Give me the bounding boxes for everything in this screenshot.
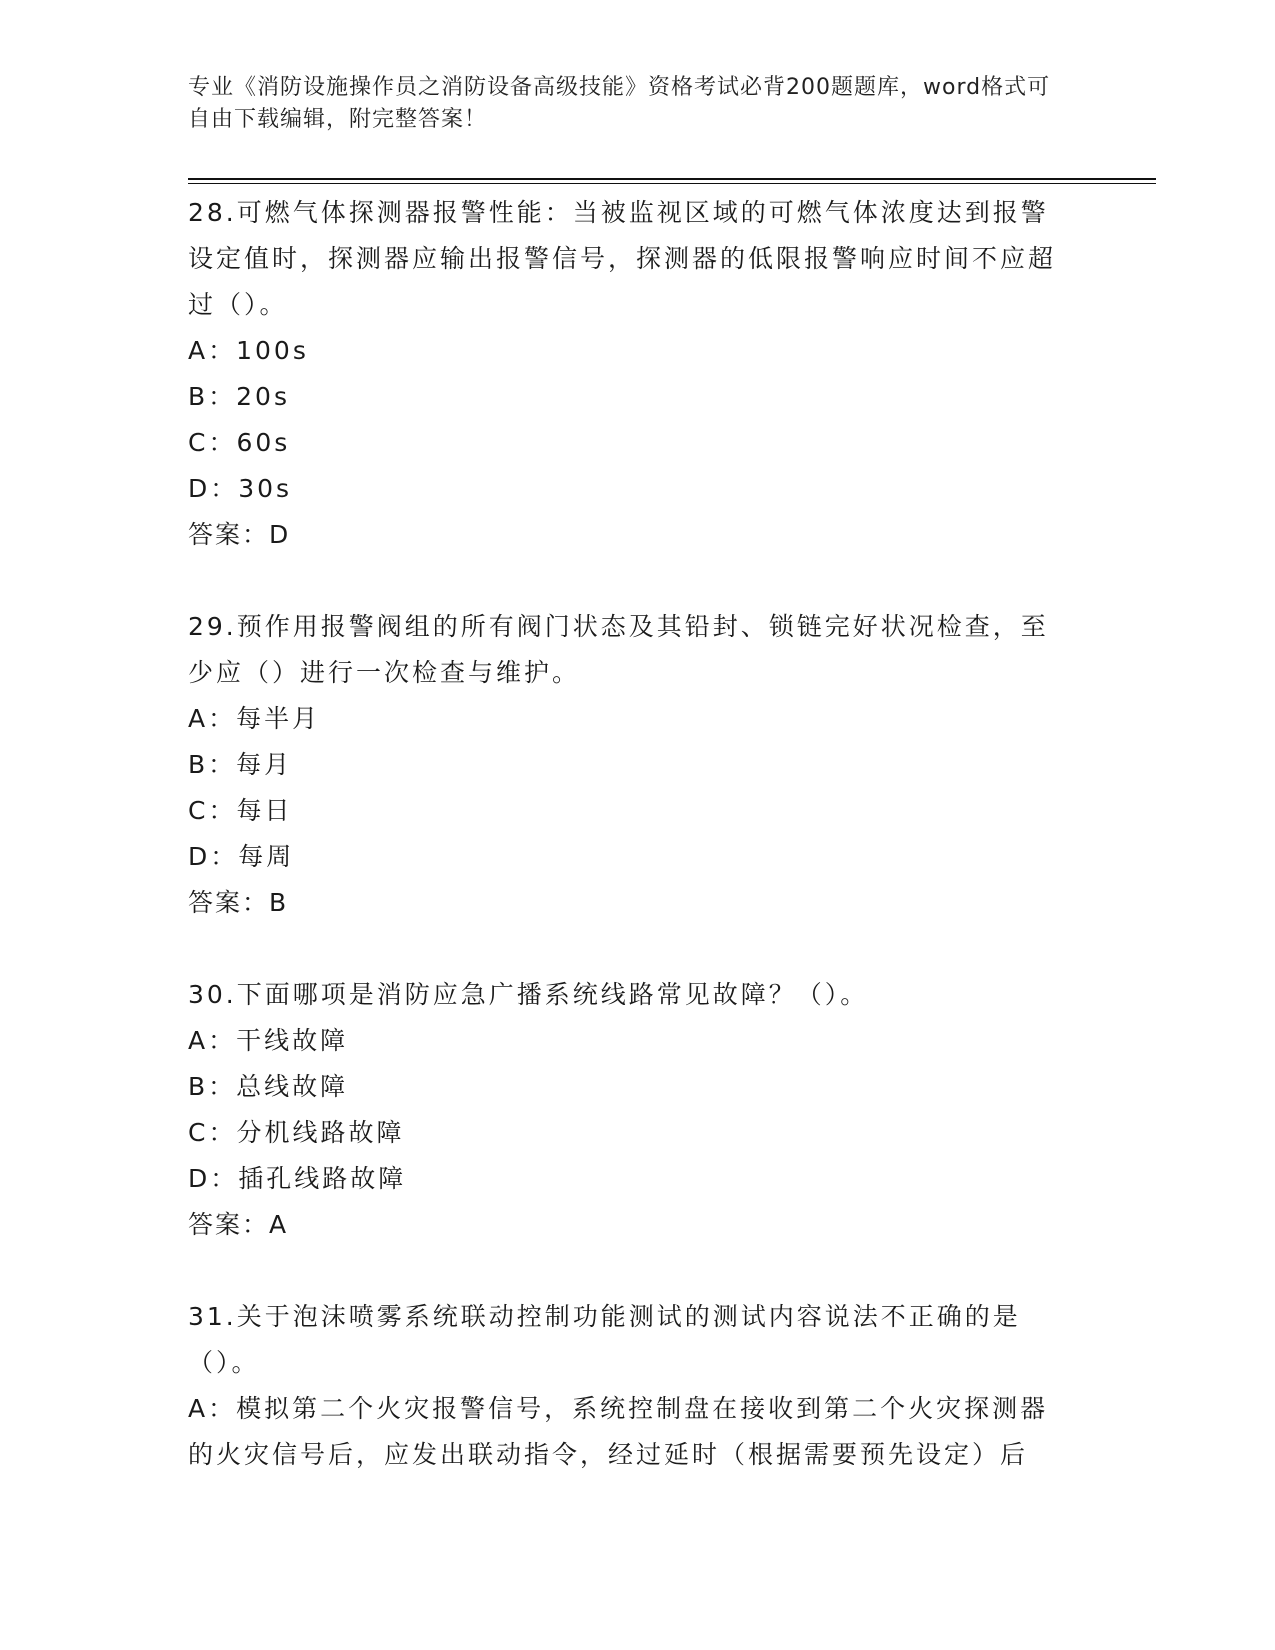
answer: 答案：A [188,1210,289,1239]
question-stem: 28.可燃气体探测器报警性能：当被监视区域的可燃气体浓度达到报警设定值时，探测器应输出报警信号，探测器的低限报警响应时间不应超过（）。 [188,198,1057,319]
spacer [188,926,1068,972]
answer: 答案：D [188,520,291,549]
option-b: B：每月 [188,750,293,779]
header-divider-thin [188,183,1156,184]
question-list [188,190,1068,1478]
question-stem: 29.预作用报警阀组的所有阀门状态及其铅封、锁链完好状况检查，至少应（）进行一次检查与维护。 [188,612,1049,687]
spacer [188,558,1068,604]
option-d: D：每周 [188,842,295,871]
question-stem: 31.关于泡沫喷雾系统联动控制功能测试的测试内容说法不正确的是（）。 [188,1302,1021,1377]
option-c: C：60s [188,428,291,457]
question-31 [188,1294,1068,1478]
document-header: 专业《消防设施操作员之消防设备高级技能》资格考试必背200题题库，word格式可自由下载编辑，附完整答案！ [188,75,1051,132]
spacer [188,1248,1068,1294]
answer: 答案：B [188,888,289,917]
option-b: B：总线故障 [188,1072,349,1101]
option-a: A：100s [188,336,309,365]
option-b: B：20s [188,382,290,411]
option-a: A：模拟第二个火灾报警信号，系统控制盘在接收到第二个火灾探测器的火灾信号后，应发出联动指令，经过延时（根据需要预先设定）后 [188,1394,1049,1469]
header-divider-thick [188,178,1156,180]
option-a: A：每半月 [188,704,321,733]
question-29 [188,604,1068,926]
option-d: D：30s [188,474,293,503]
question-28 [188,190,1068,558]
option-a: A：干线故障 [188,1026,349,1055]
question-30 [188,972,1068,1248]
option-d: D：插孔线路故障 [188,1164,407,1193]
option-c: C：分机线路故障 [188,1118,405,1147]
option-c: C：每日 [188,796,293,825]
question-stem: 30.下面哪项是消防应急广播系统线路常见故障？（）。 [188,980,869,1009]
